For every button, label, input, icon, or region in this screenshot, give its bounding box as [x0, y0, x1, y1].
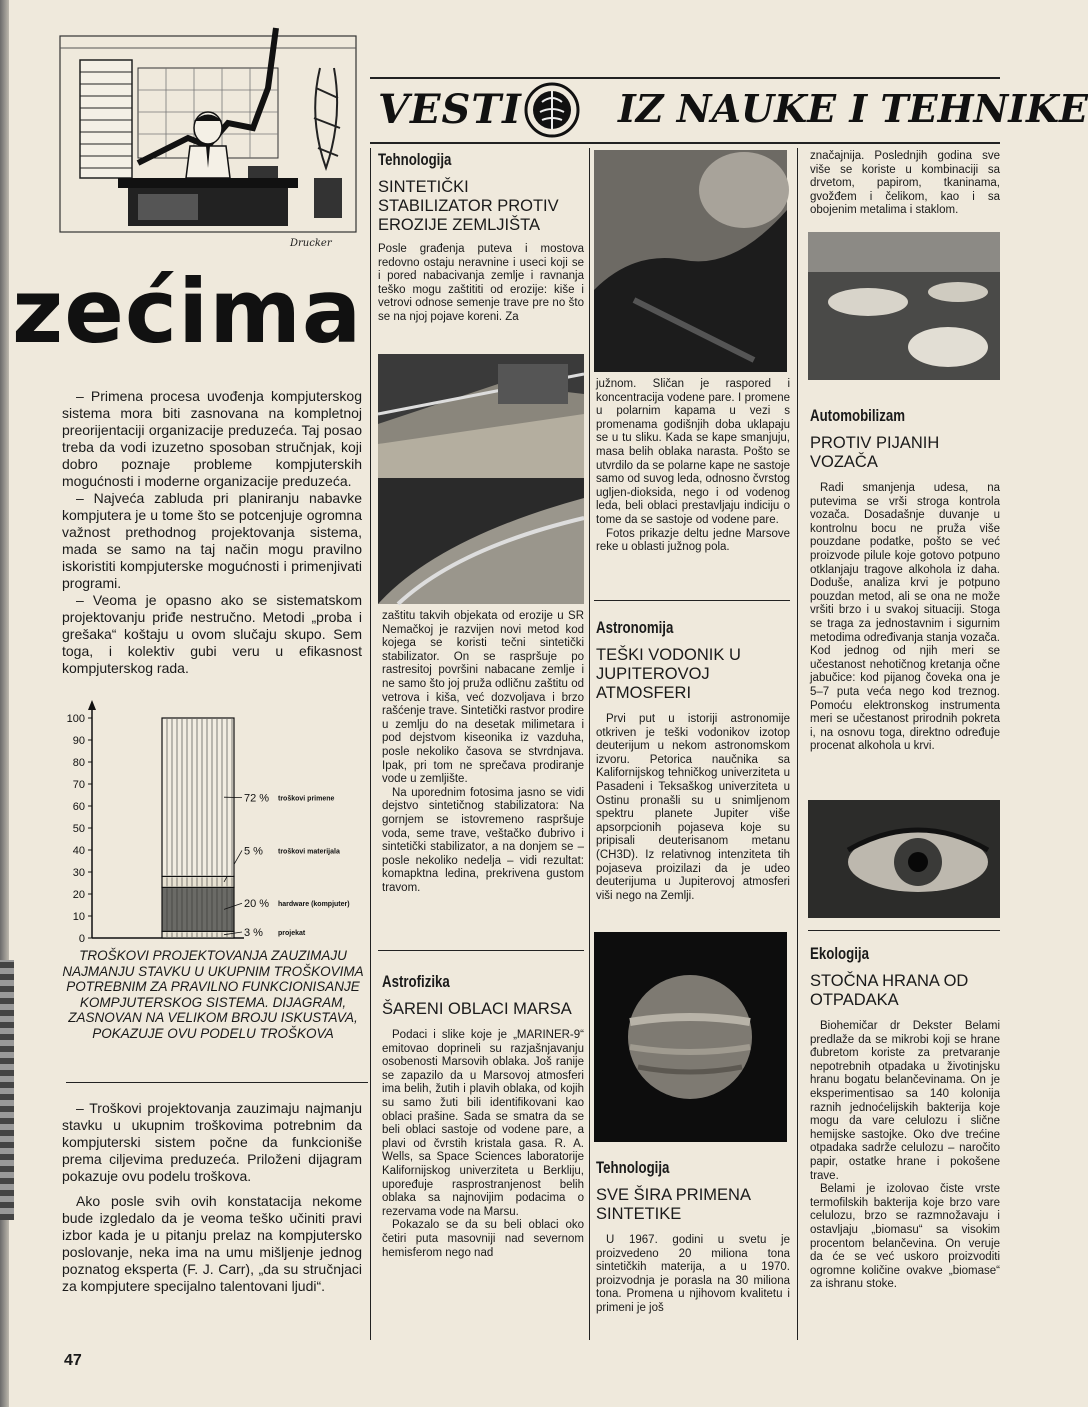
chart-caption: TROŠKOVI PROJEKTOVANJA ZAUZIMAJU NAJMANJU STAVKU U UKUPNIM TROŠKOVIMA POTREBNIM ZA PRAVILNO FUNKCIONISANJE KOMPJUTERSKOG SISTEMA. DIJAGRAM, ZASNOVAN NA VELIKOM BROJU ISKUSTAVA, POKAZUJE OVU PODELU TROŠKOVA	[62, 948, 364, 1041]
cartoon-illustration	[58, 28, 360, 258]
article-eco	[810, 944, 1000, 1292]
article-headline: TEŠKI VODONIK U JUPITEROVOJ ATMOSFERI	[596, 646, 741, 702]
article-body: Posle građenja puteva i mostova redovno ostaju neravnine i useci koji se i pored nabacivanja zemlje i ravnanja teško mogu zaštititi od erozije: kiše i vetrovi odnose semenje trave pre no što se na njoj pojave koreni. Za	[378, 243, 584, 323]
segment-desc: troškovi primene	[278, 795, 335, 803]
article-body: Na uporednim fotosima jasno se vidi dejstvo sintetičnog stabilizatora: Na gornjem se istovremeno raspršuje voda, seme trave, veštačko đubrivo i sintetički stabilizator, a na donjem se – posle nekoliko nedelja – vidi rezultat: komapktna ledina, prekrivena gustom travom.	[382, 786, 584, 894]
paragraph: – Primena procesa uvođenja kompjuterskog sistema mora biti zasnovana na kompletnoj preorijentaciji organizacije preduzeća. Taj posao treba da vodi izuzetno sposoban stručnjak, koji dobro poznaje probleme kompjuterskih mogućnosti i moderne organizacije preduzeća.	[62, 388, 362, 489]
article-headline: PROTIV PIJANIH VOZAČA	[810, 434, 940, 471]
article-headline: ŠARENI OBLACI MARSA	[382, 1000, 572, 1018]
header-rule-bottom	[370, 142, 1000, 144]
y-tick-label: 100	[66, 713, 85, 725]
article-mars	[382, 972, 584, 1260]
article-divider	[808, 930, 1000, 931]
erosion-photo-top	[378, 354, 584, 478]
y-tick-label: 20	[72, 889, 85, 901]
page-number: 47	[64, 1352, 82, 1369]
y-tick-label: 60	[72, 801, 85, 813]
left-column-text	[62, 388, 362, 677]
article-divider	[594, 600, 790, 601]
y-axis-arrow	[88, 700, 96, 710]
article-body: Radi smanjenja udesa, na putevima se vrši stroga kontrola vozača. Dosadašnje duvanje u kontrolnu bocu ne pruža više pouzdane podatke, pošto se već proizvode pilule koje gotovo potpuno otklanjaju tragove alkohola iz daha. Doduše, analiza krvi je potpuno pouzdan metod, ali se ona ne može vršiti brzo i u svakoj situaciji. Stoga se traga za jednostavnim i sigurnim metodima određivanja stanja vozača. Kod jednog od njih meri se učestanost nehotičnog kretanja očne jabučice: kod pijanog čoveka ona je 5–7 puta veća nego kod treznog. Pomoću elektronskog instrumenta meri se učestanost prirodnih pokreta i, na osnovu toga, direktno određuje procenat alkohola u krvi.	[810, 482, 1000, 753]
article-kicker: Astrofizika	[382, 972, 450, 991]
data-label: 20 %	[244, 898, 270, 911]
data-label: 3 %	[244, 927, 263, 939]
cost-chart-svg	[58, 692, 378, 954]
column-rule	[589, 148, 590, 1340]
article-kicker: Ekologija	[810, 944, 869, 963]
segment-desc: troškovi materijala	[278, 848, 340, 856]
paragraph: – Veoma je opasno ako se sistematskom projektovanju priđe nestručno. Metodi „proba i grešaka“ koštaju u ovom slučaju skupo. Sem toga, i kolektiv gubi veru u efikasnost kompjuterskog rada.	[62, 592, 362, 676]
eye-photo	[808, 800, 1000, 918]
bar-segment-3	[162, 876, 234, 887]
bar-segment-1	[162, 931, 234, 938]
y-tick-label: 90	[72, 735, 85, 747]
article-body: Fotos prikazje deltu jedne Marsove reke u oblasti južnog pola.	[596, 527, 790, 554]
article-body: U 1967. godini u svetu je proizvedeno 20 miliona tona sintetičkih materija, a u 1970. proizvodnja je porasla na 30 miliona tona. Promena u njihovom kvalitetu i primeni je još	[596, 1234, 790, 1314]
header-left-title: VESTI	[378, 86, 522, 133]
article-jupiter	[596, 618, 790, 903]
y-tick-label: 50	[72, 823, 85, 835]
article-body: zaštitu takvih objekata od erozije u SR Nemačkoj je razvijen novi metod kod kojega se koristi tečni sintetički stabilizator. On se raspršuje po rastresitoj površini nabacane zemlje i ne samo što joj pruža odličnu zaštitu od vetrova i kiša, već dozvoljava i brzo rašćenje trave. Sintetički rastvor prodire u zemlju do na desetak milimetara i pod dejstvom kiseonika iz vazduha, posle nekoliko časova se stvrdnjava. Ipak, pri tom ne sprečava prodiranje vode u zemljište.	[382, 610, 584, 786]
paragraph: Ako posle svih ovih konstatacija nekome bude izgledalo da je veoma teško učiniti pravi izbor kada je u pitanju prelaz na kompjutersko poslovanje, neka ima na umu mišljenje jednog poznatog eksperta (F. J. Carr), „da su stručnjaci za kompjutere specijalno talentovani ljudi“.	[62, 1193, 362, 1294]
article-headline: SVE ŠIRA PRIMENA SINTETIKE	[596, 1186, 751, 1223]
article-seismic-cont	[382, 610, 584, 895]
article-body: Podaci i slike koje je „MARINER-9“ emitovao doprineli su razjašnjavanju osobenosti Marsovih oblaka. Još ranije se zapazilo da u Marsovoj atmosferi ima belih, žutih i plavih oblaka, od kojih su samo žuti bili identifikovani kao oblaci prašine. Sada se smatra da se beli oblaci sastoje od vodene pare, a plavi od čvrstih kristala gasa. R. A. Wells, sa Space Sciences laboratorije Kalifornijskog univerziteta u Berkliju, upoređuje rasprostranjenost belih oblaka sa najnovijim podacima o rezervama vode na Marsu.	[382, 1029, 584, 1218]
data-label: 5 %	[244, 845, 263, 858]
column-rule	[370, 148, 371, 1340]
article-body: Biohemičar dr Dekster Belami predlaže da se mikrobi koji se hrane đubretom koriste za pretvaranje nepotrebnih otpadaka u životinjsku hranu bogatu belančevinama. On je eksperimentisao sa 140 kolonija raznih jednoćelijskih bakterija koje mogu da vare celulozu i slične hemijske sastojke. Oko dve trećine otpadaka sadrže celulozu – naročito papir, ostatke hrane i pokošene trave.	[810, 1020, 1000, 1182]
article-kicker: Tehnologija	[378, 150, 452, 169]
paragraph: – Najveća zabluda pri planiranju nabavke kompjutera je u tome što se potcenjuje ogromna važnost prethodnog projektovanja sistema, mada se samo na taj način mogu pravilno iskoristiti kompjuterske mogućnosti i primenjivati programi.	[62, 490, 362, 591]
article-body: Pokazalo se da su beli oblaci oko četiri puta masovniji nad severnom hemisferom nego nad	[382, 1219, 584, 1259]
data-label: 72 %	[244, 792, 270, 805]
big-headline-fragment: zećima	[12, 260, 363, 363]
article-body: Prvi put u istoriji astronomije otkriven je teški vodonikov izotop deuterijum u nekom astronomskom izvoru. Petorica naučnika sa Kalifornijskog tehničkog univerziteta u Pasadeni i Teksaškog univerziteta u Ostinu pronašli su u snimljenom spektru planete Jupiter više apsorpcionih pojaseva koje su pripisali deuterisanom metanu (CH3D). Iz relativnog intenziteta tih pojaseva proizilazi da je udeo deuterijuma u Jupiterovoj atmosferi viši nego na Zemlji.	[596, 713, 790, 902]
erosion-photo-bottom	[378, 478, 584, 604]
cartoon-signature: Drucker	[290, 238, 332, 249]
article-kicker: Astronomija	[596, 618, 674, 637]
article-body: južnom. Sličan je raspored i koncentracija vodene pare. I promene u polarnim kapama u vezi s promenama godišnjih doba uklapaju se u tu sliku. Kada se kape smanjuju, masa belih oblaka narasta. Pošto se utvrdilo da se polarne kape ne sastoje samo od suvog leda, odnosno čvrstog ugljen-dioksida, nego i od vodenog leda, beli oblaci prestavljaju indiciju o tome da se sastoje od vodene pare.	[596, 378, 790, 526]
article-kicker: Tehnologija	[596, 1158, 670, 1177]
y-tick-label: 70	[72, 779, 85, 791]
y-tick-label: 0	[78, 933, 85, 945]
y-tick-label: 80	[72, 757, 85, 769]
article-divider	[378, 950, 584, 951]
left-edge-photo-fragment	[0, 960, 14, 1220]
article-headline: SINTETIČKI STABILIZATOR PROTIV EROZIJE ZEMLJIŠTA	[378, 178, 559, 234]
article-headline: STOČNA HRANA OD OTPADAKA	[810, 972, 969, 1009]
header-rule-top	[370, 77, 1000, 79]
paragraph: – Troškovi projektovanja zauzimaju najmanju stavku u ukupnim troškovima potrebnim da kompjuterski sistem počne da funkcioniše prema ciljevima preduzeća. Priloženi dijagram pokazuje ovu podelu troškova.	[62, 1100, 362, 1184]
y-tick-label: 30	[72, 867, 85, 879]
caption-divider	[66, 1082, 368, 1083]
y-tick-label: 10	[72, 911, 85, 923]
globe-logo-icon	[522, 80, 582, 140]
header-right-title: IZ NAUKE I TEHNIKE	[618, 86, 1088, 131]
article-synthetics-cont: značajnija. Poslednjih godina sve više se koriste u kombinaciji sa drvetom, papirom, tkaninama, gvožđem i čelikom, kao i sa obojenim metalima i staklom.	[810, 150, 1000, 217]
bar-segment-2	[162, 887, 234, 931]
segment-desc: projekat	[278, 930, 306, 937]
article-auto	[810, 406, 1000, 754]
article-kicker: Automobilizam	[810, 406, 906, 425]
article-seismic	[378, 150, 584, 325]
article-mars-cont	[596, 378, 790, 555]
cost-chart	[58, 692, 378, 954]
y-tick-label: 40	[72, 845, 85, 857]
mars-delta-photo	[594, 150, 787, 372]
bar-segment-4	[162, 718, 234, 876]
segment-desc: hardware (kompjuter)	[278, 901, 350, 909]
synthetics-photo	[808, 232, 1000, 380]
column-rule	[797, 148, 798, 1340]
article-body: Belami je izolovao čiste vrste termofilskih bakterija koje brzo vare celulozu, brzo se razmnožavaju i ostavljaju „biomasu“ sa visokim procentom belančevina. On veruje da će se već uskoro proizvoditi ogromne količine ovakve „biomase“ za ishranu stoke.	[810, 1183, 1000, 1291]
jupiter-photo	[594, 932, 787, 1142]
article-synthetics	[596, 1158, 790, 1316]
left-column-text-bottom	[62, 1100, 362, 1295]
